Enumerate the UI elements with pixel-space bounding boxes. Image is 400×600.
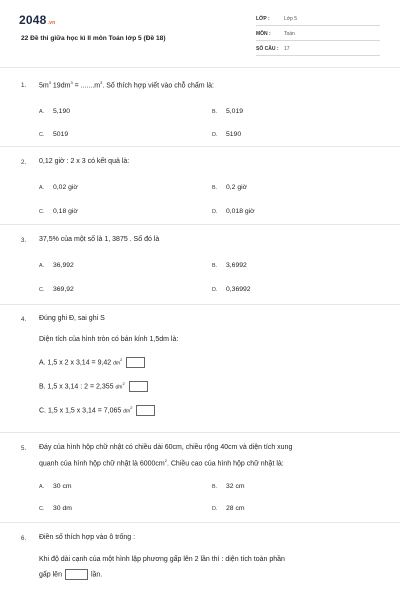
divider <box>0 304 400 305</box>
question-text-line-1: Khi độ dài cạnh của một hình lập phương gấp lên 2 lần thì : diện tích toàn phần <box>39 556 285 563</box>
document-header <box>0 0 400 62</box>
fill-in-box[interactable] <box>65 569 88 580</box>
option-b[interactable]: B. 32 cm <box>212 483 245 490</box>
site-logo[interactable] <box>19 13 55 27</box>
option-a[interactable]: A. 0,02 giờ <box>39 184 78 191</box>
document-title: 22 Đề thi giữa học kì II môn Toán lớp 5 (Đề 18) <box>21 35 166 42</box>
divider <box>0 224 400 225</box>
option-c[interactable]: C. 369,92 <box>39 286 74 293</box>
question-text-line-1: Đáy của hình hộp chữ nhật có chiều dài 60cm, chiều rộng 40cm và diện tích xung <box>39 444 293 451</box>
question-subtext: Diện tích của hình tròn có bán kính 1,5dm là: <box>39 336 179 343</box>
divider <box>0 522 400 523</box>
option-d[interactable]: D. 28 cm <box>212 505 245 512</box>
option-b[interactable]: B. 0,2 giờ <box>212 184 248 191</box>
question-number: 4. <box>21 316 27 323</box>
meta-row-subject <box>256 28 380 41</box>
meta-label: SỐ CÂU : <box>256 46 279 52</box>
answer-box[interactable] <box>126 357 145 368</box>
question-text: 0,12 giờ : 2 x 3 có kết quả là: <box>39 158 130 165</box>
question-text: 37,5% của một số là 1, 3875 . Số đó là <box>39 236 160 243</box>
question-text: Điền số thích hợp vào ô trống : <box>39 534 136 541</box>
meta-value: Lớp 5 <box>284 16 298 22</box>
option-b[interactable]: B. 5,019 <box>212 108 244 115</box>
question-text: $5m^3$ $19dm^3 = .......m^3$. Số thích hợp viết vào chỗ chấm là: <box>39 80 214 90</box>
question-number: 5. <box>21 445 27 452</box>
divider <box>0 67 400 68</box>
divider <box>0 432 400 433</box>
option-a[interactable]: A. 36,992 <box>39 262 74 269</box>
option-a[interactable]: A. 30 cm <box>39 483 72 490</box>
true-false-item-b: B. 1,5 x 3,14 : 2 = 2,355 $dm^2$ <box>39 381 148 392</box>
meta-value: 17 <box>284 46 290 52</box>
option-c[interactable]: C. 0,18 giờ <box>39 208 78 215</box>
question-number: 1. <box>21 82 27 89</box>
question-number: 6. <box>21 535 27 542</box>
meta-row-class <box>256 13 380 26</box>
question-text-line-2: quanh của hình hộp chữ nhật là $6000cm^2$. Chiều cao của hình hộp chữ nhật là: <box>39 458 284 468</box>
meta-row-count <box>256 43 380 56</box>
question-number: 3. <box>21 237 27 244</box>
option-c[interactable]: C. 30 dm <box>39 505 72 512</box>
option-d[interactable]: D. 0,018 giờ <box>212 208 255 215</box>
question-text-line-2: gấp lên lần. <box>39 569 102 580</box>
logo-text: 2048 <box>19 13 47 27</box>
divider <box>0 146 400 147</box>
option-b[interactable]: B. 3,6992 <box>212 262 247 269</box>
true-false-item-c: C. 1,5 x 1,5 x 3,14 = 7,065 $dm^2$ <box>39 405 155 416</box>
option-d[interactable]: D. 5190 <box>212 131 242 138</box>
meta-value: Toán <box>284 31 295 37</box>
logo-suffix: .vn <box>47 20 56 26</box>
meta-label: MÔN : <box>256 31 271 37</box>
question-text: Đúng ghi Đ, sai ghi S <box>39 315 105 322</box>
answer-box[interactable] <box>136 405 155 416</box>
meta-label: LỚP : <box>256 16 270 22</box>
option-d[interactable]: D. 0,36992 <box>212 286 251 293</box>
true-false-item-a: A. 1,5 x 2 x 3,14 = 9,42 $dm^2$ <box>39 357 145 368</box>
question-number: 2. <box>21 159 27 166</box>
option-a[interactable]: A. 5,190 <box>39 108 71 115</box>
answer-box[interactable] <box>129 381 148 392</box>
option-c[interactable]: C. 5019 <box>39 131 69 138</box>
